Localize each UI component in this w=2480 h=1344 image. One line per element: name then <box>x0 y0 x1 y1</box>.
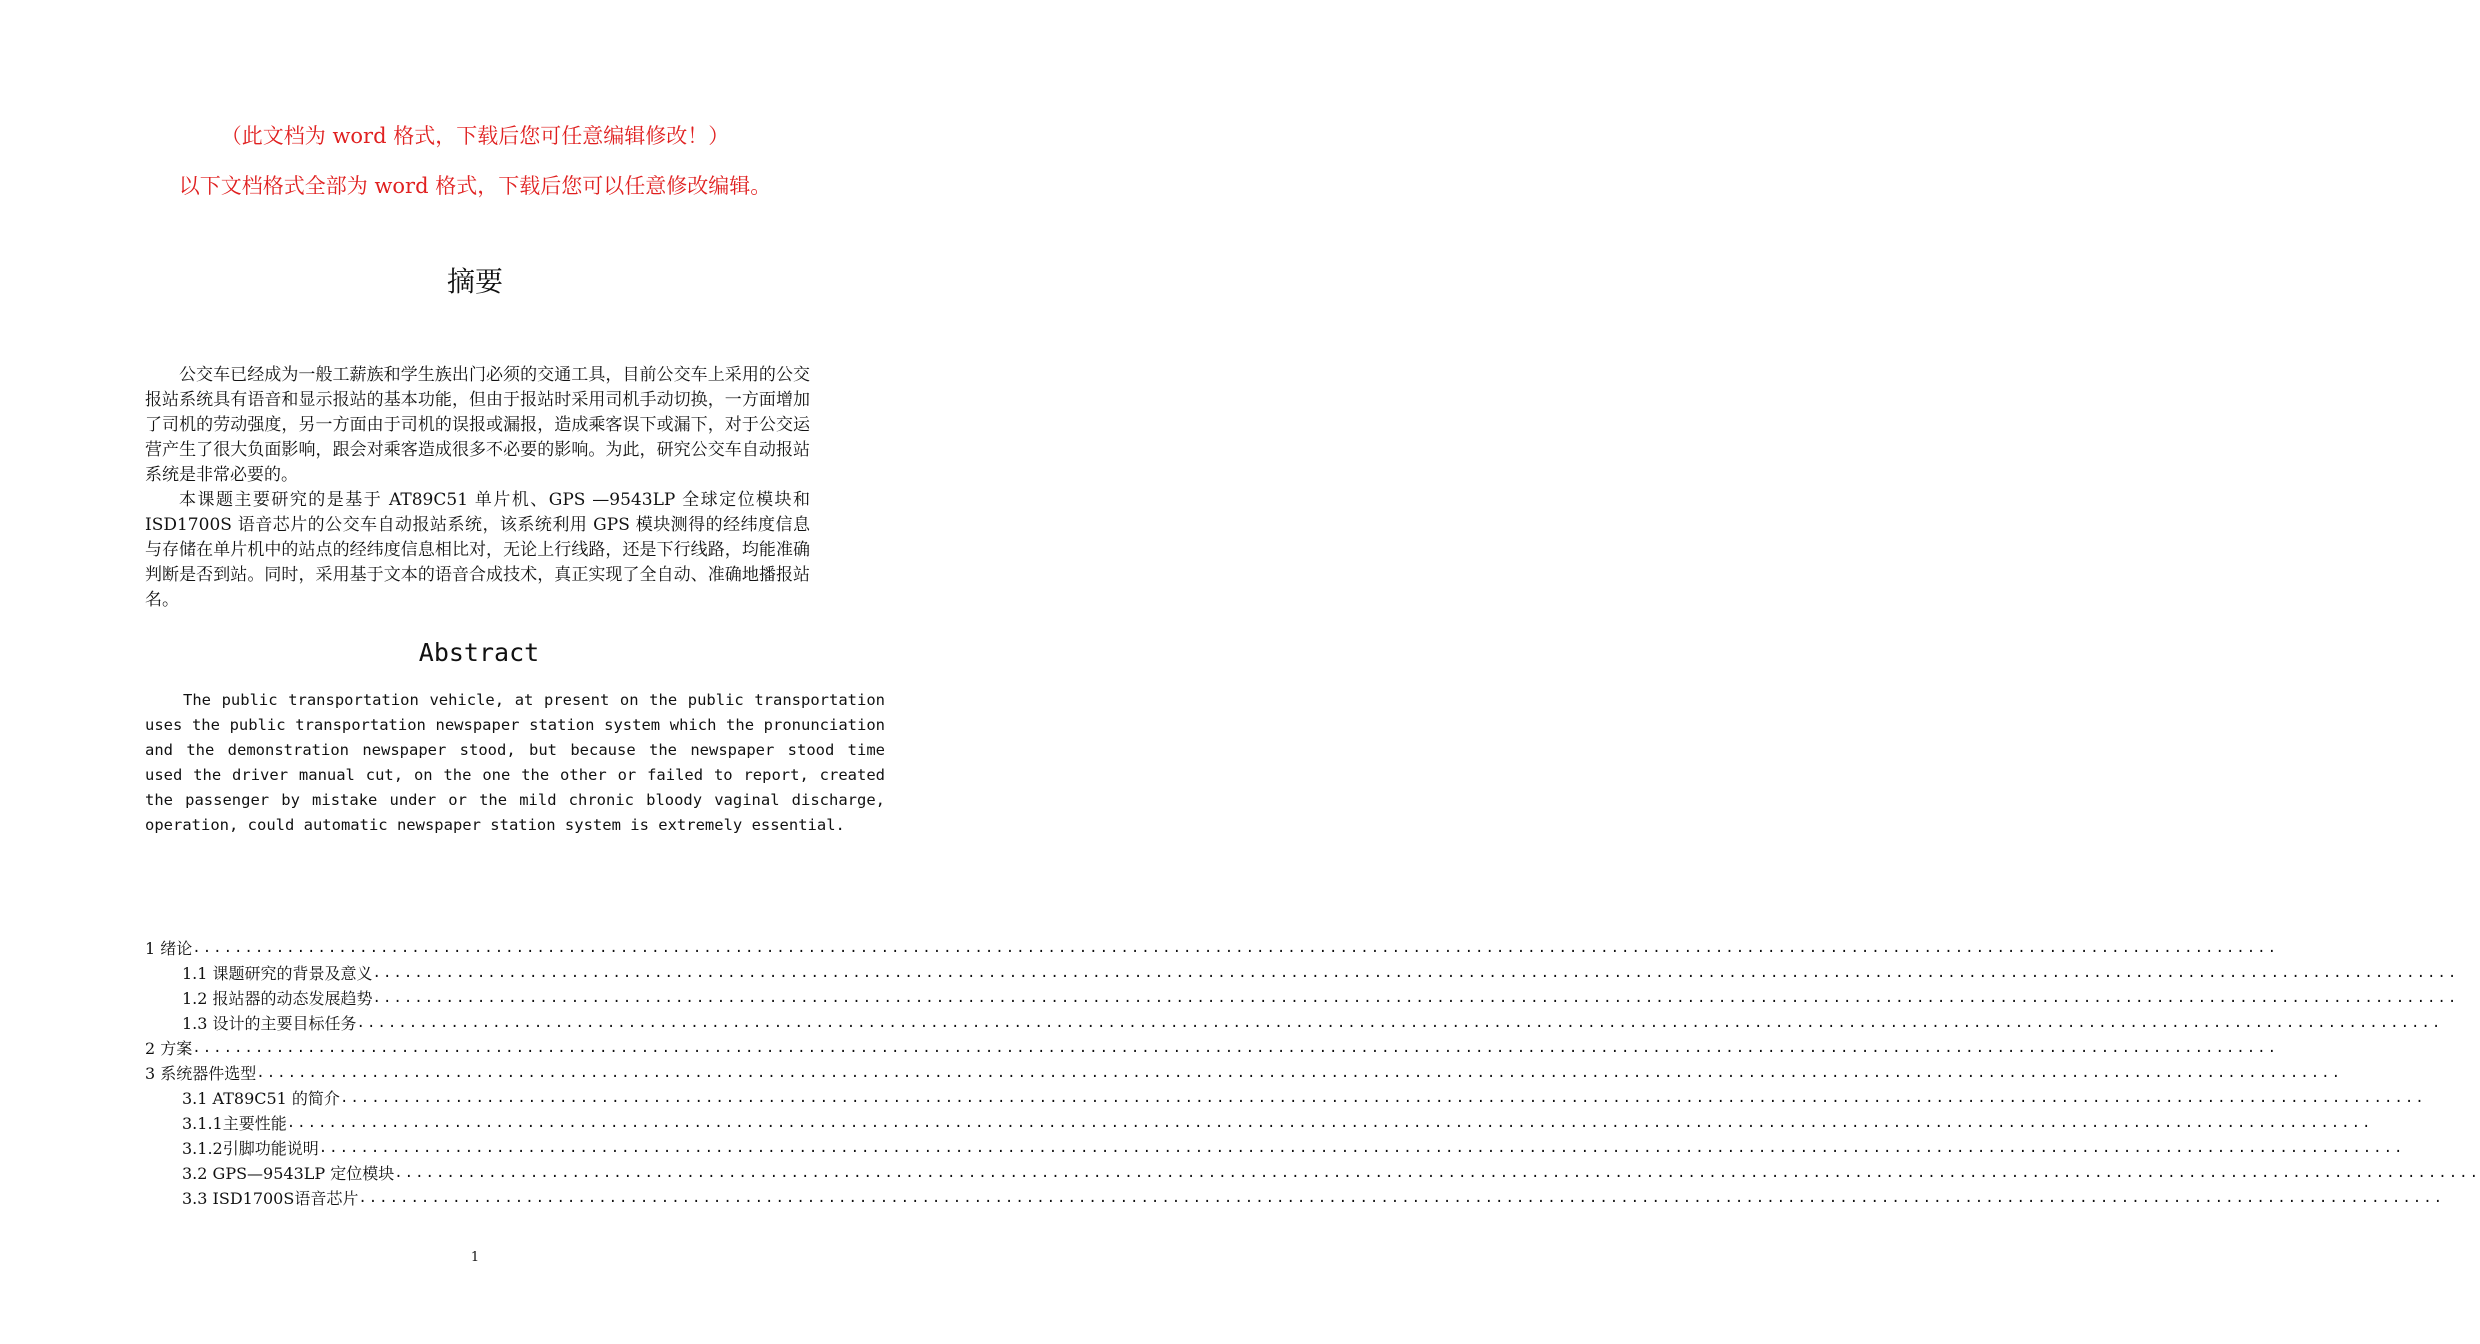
toc-entry-title: 1 绪论 <box>145 939 193 958</box>
abstract-zh-paragraph-1: 公交车已经成为一般工薪族和学生族出门必须的交通工具，目前公交车上采用的公交报站系统具有语音和显示报站的基本功能，但由于报站时采用司机手动切换，一方面增加了司机的劳动强度，另一方面由于司机的误报或漏报，造成乘客误下或漏下，对于公交运营产生了很大负面影响，跟会对乘客造成很多不必要的影响。为此，研究公交车自动报站系统是非常必要的。 <box>145 365 810 485</box>
toc-dot-leader: ........................................................................................................................................................................................................ <box>318 1140 2405 1156</box>
toc-entry-title: 3.1 AT89C51 的简介 <box>182 1089 340 1108</box>
toc-entry[interactable] <box>145 1136 2405 1161</box>
toc-dot-leader: ........................................................................................................................................................................................................ <box>256 1065 2343 1081</box>
toc-dot-leader: ........................................................................................................................................................................................................ <box>356 1015 2443 1031</box>
toc-entry[interactable] <box>145 986 2459 1011</box>
toc-entry-title: 1.2 报站器的动态发展趋势 <box>182 989 373 1008</box>
toc-dot-leader: ........................................................................................................................................................................................................ <box>339 1090 2426 1106</box>
download-notice-1: （此文档为 word 格式，下载后您可任意编辑修改！） <box>220 124 730 148</box>
toc-entry-title: 2 方案 <box>145 1039 193 1058</box>
toc-dot-leader: ........................................................................................................................................................................................................ <box>286 1115 2373 1131</box>
toc-entry[interactable] <box>145 1036 2279 1061</box>
abstract-title-en: Abstract <box>418 638 540 667</box>
toc-dot-leader: ........................................................................................................................................................................................................ <box>358 1190 2445 1206</box>
toc-dot-leader: ........................................................................................................................................................................................................ <box>394 1165 2480 1181</box>
toc-entry[interactable] <box>145 1111 2373 1136</box>
toc-entry-title: 3.2 GPS—9543LP 定位模块 <box>182 1164 395 1183</box>
toc-entry-title: 3.3 ISD1700S语音芯片 <box>182 1189 359 1208</box>
toc-dot-leader: ........................................................................................................................................................................................................ <box>192 1040 2279 1056</box>
toc-dot-leader: ........................................................................................................................................................................................................ <box>372 990 2459 1006</box>
toc-dot-leader: ........................................................................................................................................................................................................ <box>372 965 2459 981</box>
toc-entry-title: 3.1.2引脚功能说明 <box>182 1139 319 1158</box>
page-number: 1 <box>470 1250 480 1265</box>
toc-entry[interactable] <box>145 1186 2445 1211</box>
toc-entry-title: 1.1 课题研究的背景及意义 <box>182 964 373 983</box>
toc-entry[interactable] <box>145 936 2279 961</box>
abstract-body-en <box>145 688 885 838</box>
toc-entry-title: 1.3 设计的主要目标任务 <box>182 1014 357 1033</box>
toc-entry[interactable] <box>145 1086 2426 1111</box>
abstract-en-paragraph: The public transportation vehicle, at present on the public transportation uses the public transportation newspaper station system which the pronunciation and the demonstration newspaper stood, but because the newspaper stood time used the driver manual cut, on the one the other or failed to report, created the passenger by mistake under or the mild chronic bloody vaginal discharge, operation, could automatic newspaper station system is extremely essential. <box>145 691 885 834</box>
abstract-body-zh <box>145 363 810 613</box>
abstract-zh-paragraph-2: 本课题主要研究的是基于 AT89C51 单片机、GPS —9543LP 全球定位模块和 ISD1700S 语音芯片的公交车自动报站系统，该系统利用 GPS 模块测得的经纬度信息与存储在单片机中的站点的经纬度信息相比对，无论上行线路，还是下行线路，均能准确判断是否到站。同时，采用基于文本的语音合成技术，真正实现了全自动、准确地播报站名。 <box>145 490 810 610</box>
toc-entry-title: 3.1.1主要性能 <box>182 1114 287 1133</box>
toc-entry[interactable] <box>145 1011 2443 1036</box>
table-of-contents <box>145 936 2480 1211</box>
toc-dot-leader: ........................................................................................................................................................................................................ <box>192 940 2279 956</box>
toc-entry[interactable] <box>145 1061 2343 1086</box>
abstract-title-zh: 摘要 <box>446 265 503 298</box>
toc-entry[interactable] <box>145 961 2459 986</box>
toc-entry-title: 3 系统器件选型 <box>145 1064 257 1083</box>
toc-entry[interactable] <box>145 1161 2480 1186</box>
download-notice-2: 以下文档格式全部为 word 格式，下载后您可以任意修改编辑。 <box>178 174 772 198</box>
